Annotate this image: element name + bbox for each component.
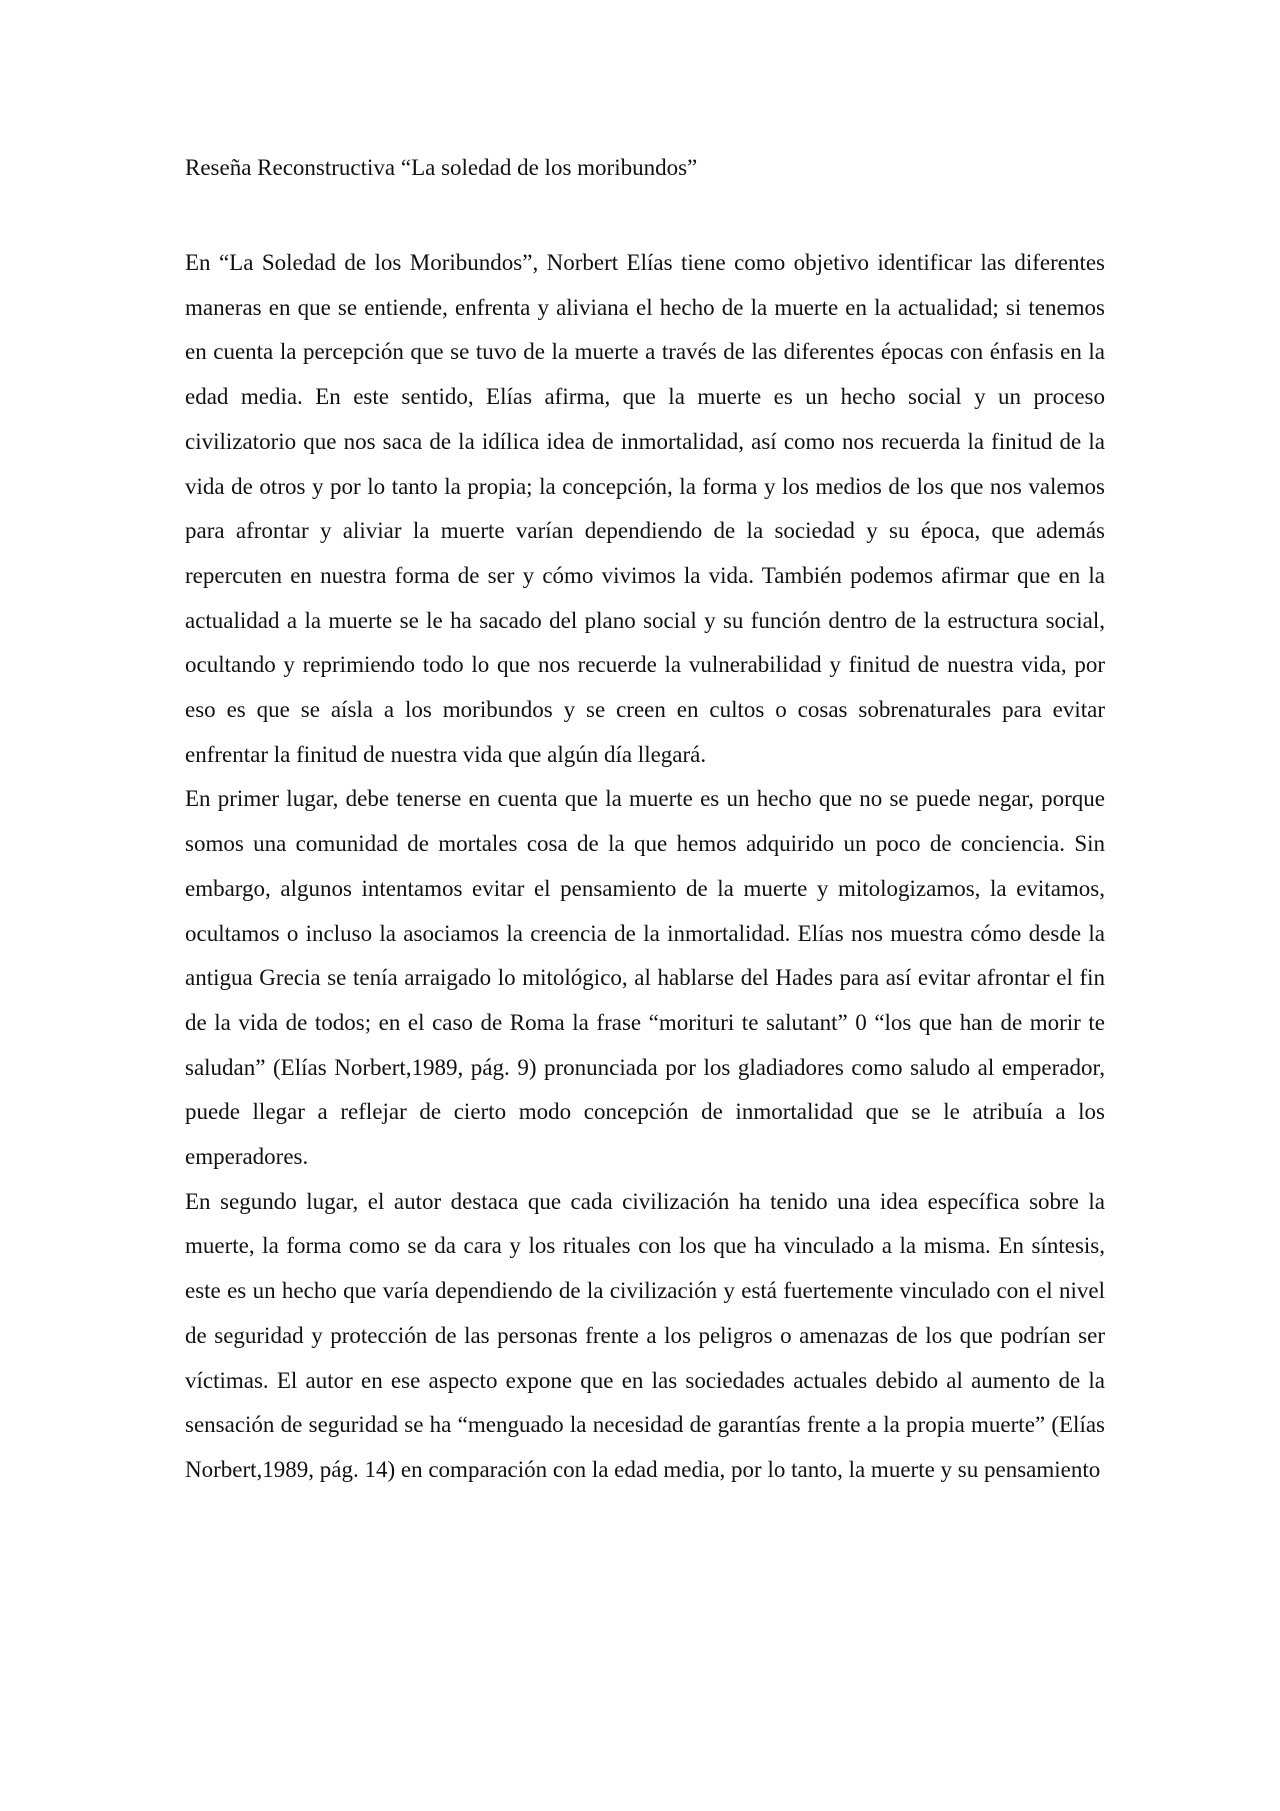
document-title: Reseña Reconstructiva “La soledad de los moribundos” bbox=[185, 155, 698, 180]
paragraph-first-point: En primer lugar, debe tenerse en cuenta que la muerte es un hecho que no se puede negar, porque somos una comunidad de mortales cosa de la que hemos adquirido un poco de conciencia. Sin embargo, algunos intentamos evitar el pensamiento de la muerte y mitologizamos, la evitamos, ocultamos o incluso la asociamos la creencia de la inmortalidad. Elías nos muestra cómo desde la antigua Grecia se tenía arraigado lo mitológico, al hablarse del Hades para así evitar afrontar el fin de la vida de todos; en el caso de Roma la frase “morituri te salutant” 0 “los que han de morir te saludan” (Elías Norbert,1989, pág. 9) pronunciada por los gladiadores como saludo al emperador, puede llegar a reflejar de cierto modo concepción de inmortalidad que se le atribuía a los emperadores. bbox=[185, 786, 1105, 1170]
paragraph-second-point: En segundo lugar, el autor destaca que cada civilización ha tenido una idea específica sobre la muerte, la forma como se da cara y los rituales con los que ha vinculado a la misma. En síntesis, este es un hecho que varía dependiendo de la civilización y está fuertemente vinculado con el nivel de seguridad y protección de las personas frente a los peligros o amenazas de los que podrían ser víctimas. El autor en ese aspecto expone que en las sociedades actuales debido al aumento de la sensación de seguridad se ha “menguado la necesidad de garantías frente a la propia muerte” (Elías Norbert,1989, pág. 14) en comparación con la edad media, por lo tanto, la muerte y su pensamiento bbox=[185, 1188, 1105, 1482]
paragraph-intro: En “La Soledad de los Moribundos”, Norbert Elías tiene como objetivo identificar las diferentes maneras en que se entiende, enfrenta y aliviana el hecho de la muerte en la actualidad; si tenemos en cuenta la percepción que se tuvo de la muerte a través de las diferentes épocas con énfasis en la edad media. En este sentido, Elías afirma, que la muerte es un hecho social y un proceso civilizatorio que nos saca de la idílica idea de inmortalidad, así como nos recuerda la finitud de la vida de otros y por lo tanto la propia; la concepción, la forma y los medios de los que nos valemos para afrontar y aliviar la muerte varían dependiendo de la sociedad y su época, que además repercuten en nuestra forma de ser y cómo vivimos la vida. También podemos afirmar que en la actualidad a la muerte se le ha sacado del plano social y su función dentro de la estructura social, ocultando y reprimiendo todo lo que nos recuerde la vulnerabilidad y finitud de nuestra vida, por eso es que se aísla a los moribundos y se creen en cultos o cosas sobrenaturales para evitar enfrentar la finitud de nuestra vida que algún día llegará. bbox=[185, 250, 1105, 767]
document-body bbox=[185, 152, 1105, 1493]
title-spacer bbox=[185, 183, 1105, 241]
